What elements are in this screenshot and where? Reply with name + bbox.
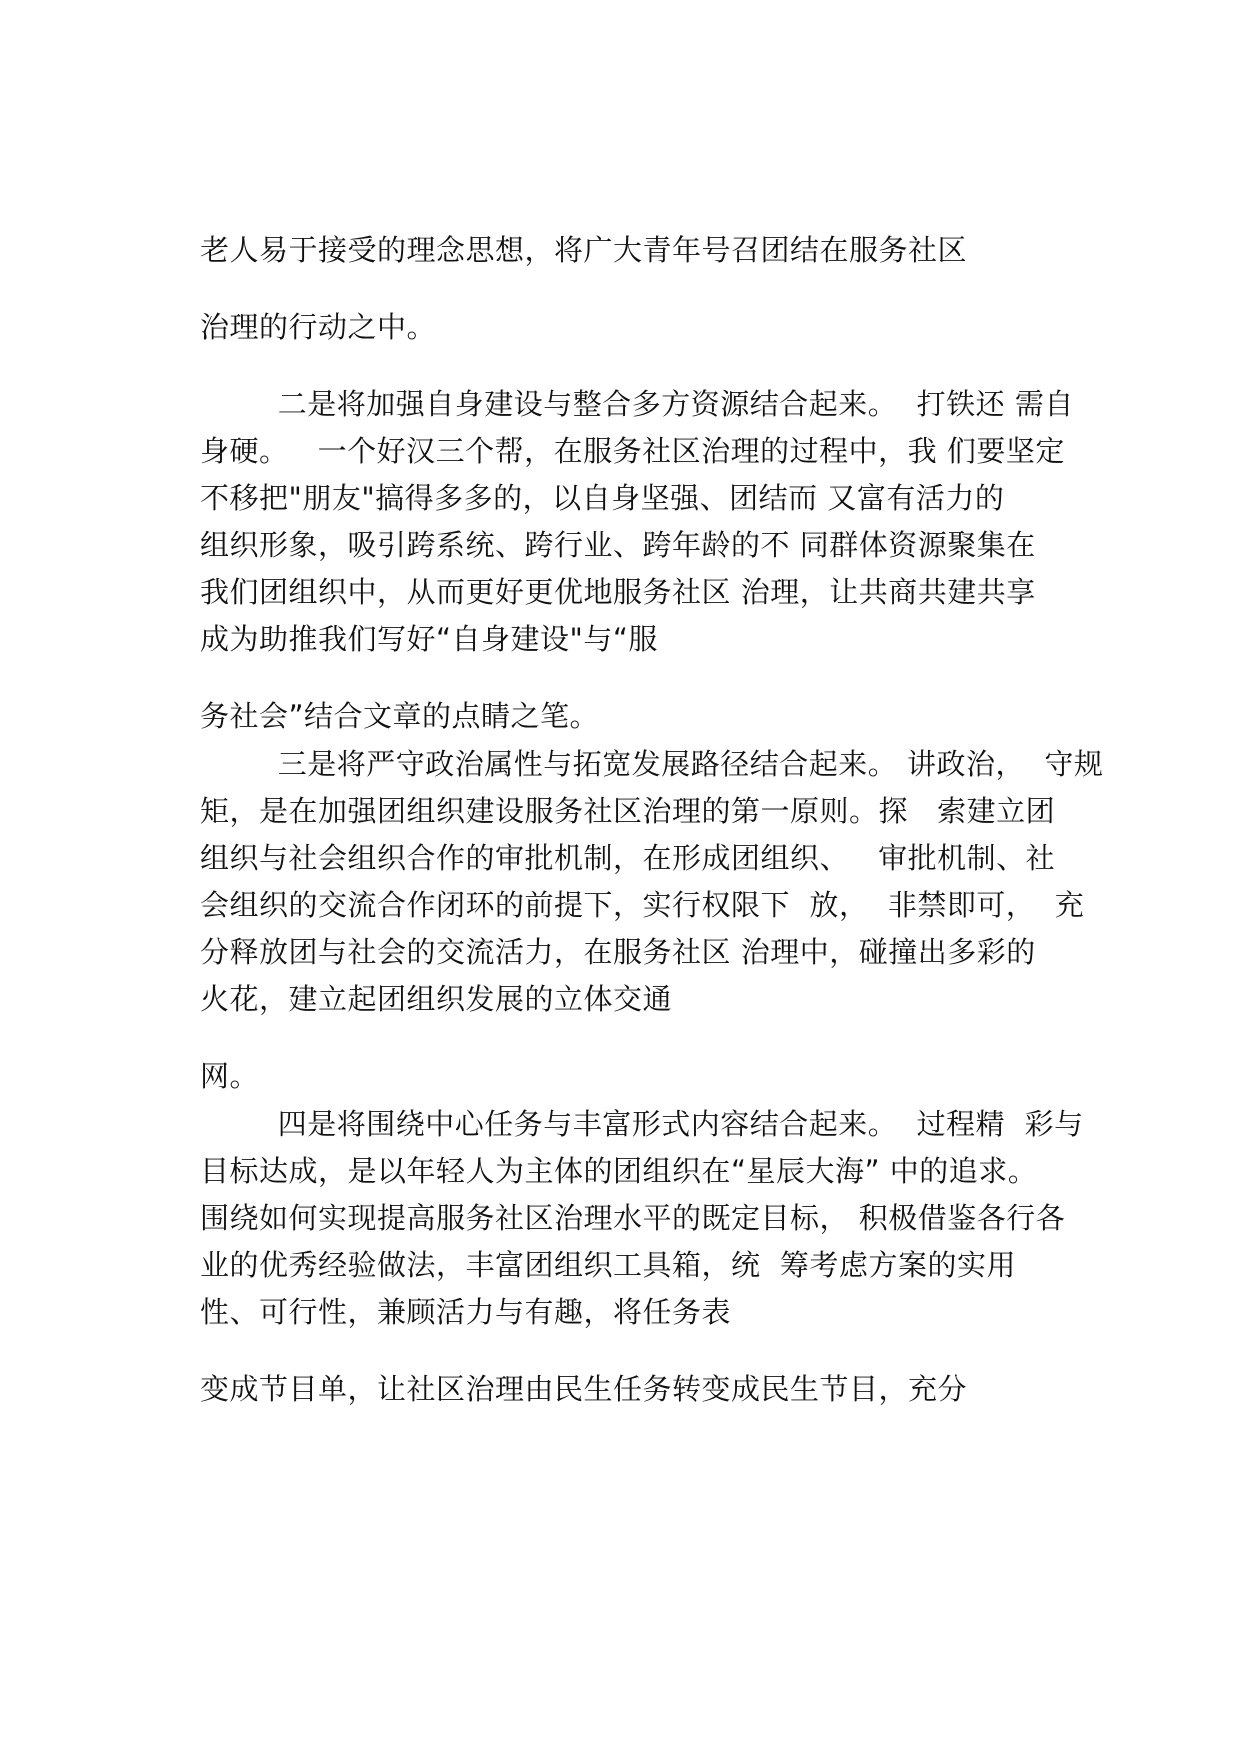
text-line: 目标达成，是以年轻人为主体的团组织在“星辰大海” 中的追求。 [200,1154,1038,1188]
text-line: 身硬。 一个好汉三个帮，在服务社区治理的过程中，我 们要坚定 [200,434,1065,468]
text-line: 性、可行性，兼顾活力与有趣，将任务表 [200,1295,732,1329]
text-line: 变成节目单，让社区治理由民生任务转变成民生节目，充分 [200,1372,968,1406]
text-line: 业的优秀经验做法，丰富团组织工具箱，统 筹考虑方案的实用 [200,1248,1016,1282]
text-line: 成为助推我们写好“自身建设"与“服 [200,622,658,656]
text-line: 矩，是在加强团组织建设服务社区治理的第一原则。探 索建立团 [200,794,1056,828]
text-line: 治理的行动之中。 [200,310,437,344]
text-line: 组织形象，吸引跨系统、跨行业、跨年龄的不 同群体资源聚集在 [200,528,1036,562]
text-line: 我们团组织中，从而更好更优地服务社区 治理，让共商共建共享 [200,575,1036,609]
text-line: 围绕如何实现提高服务社区治理水平的既定目标， 积极借鉴各行各 [200,1201,1066,1235]
text-line: 老人易于接受的理念思想，将广大青年号召团结在服务社区 [200,233,968,267]
text-line: 三是将严守政治属性与拓宽发展路径结合起来。 讲政治， 守规 [200,747,1104,781]
text-line: 火花，建立起团组织发展的立体交通 [200,982,673,1016]
text-line: 会组织的交流合作闭环的前提下，实行权限下 放， 非禁即可， 充 [200,888,1085,922]
text-line: 二是将加强自身建设与整合多方资源结合起来。 打铁还 需自 [200,387,1074,421]
text-line: 四是将围绕中心任务与丰富形式内容结合起来。 过程精 彩与 [200,1107,1084,1141]
text-line: 不移把"朋友"搞得多多的，以自身坚强、团结而 又富有活力的 [200,481,1005,515]
text-line: 网。 [200,1059,260,1093]
text-line: 务社会”结合文章的点睛之笔。 [200,699,600,733]
text-line: 组织与社会组织合作的审批机制，在形成团组织、 审批机制、社 [200,841,1056,875]
text-line: 分释放团与社会的交流活力，在服务社区 治理中，碰撞出多彩的 [200,935,1036,969]
